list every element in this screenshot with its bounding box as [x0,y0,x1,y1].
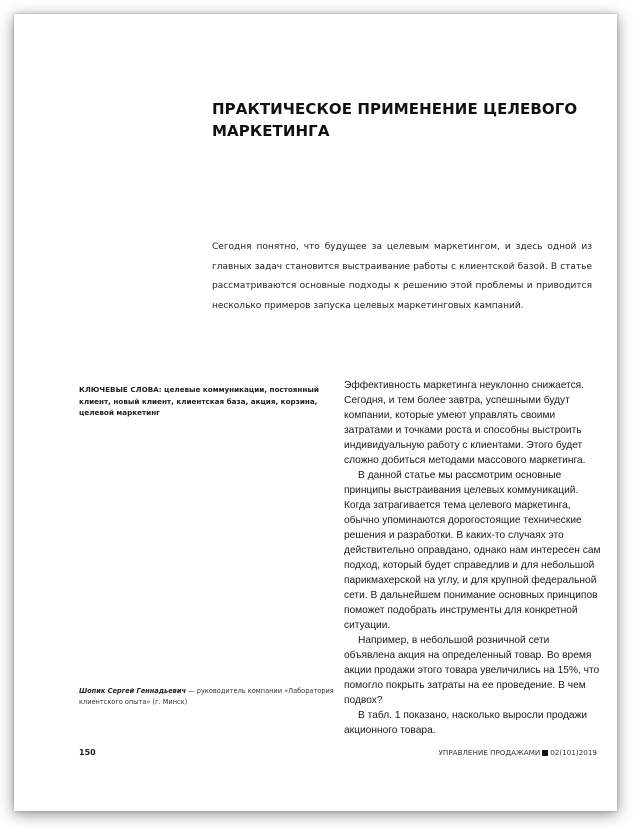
journal-page [14,14,617,811]
keywords-block [79,384,331,419]
body-paragraph: В данной статье мы рассмотрим основные принципы выстраивания целевых коммуникаций. Когда затрагивается тема целевого маркетинга, обычно упоминаются дорогостоящие технические решения и разработки. В каких-то случаях это действительно оправдано, однако нам интересен сам подход, который будет справедлив и для небольшой парикмахерской на углу, и для крупной федеральной сети. В дальнейшем понимание основных принципов поможет подобрать инструменты для конкретной ситуации. [344,470,601,631]
journal-name: УПРАВЛЕНИЕ ПРОДАЖАМИ [438,748,541,757]
running-footer [439,748,597,757]
body-paragraph: Эффективность маркетинга неуклонно снижается. Сегодня, и тем более завтра, успешными будут компании, которые умеют управлять своими затратами и точками роста и способны выстроить индивидуальную работу с клиентами. Этого будет сложно добиться методами массового маркетинга. [344,380,586,466]
author-info: — руководитель компании «Лаборатория клиентского опыта» (г. Минск) [79,687,334,706]
journal-issue: 02(101)2019 [550,748,597,757]
keywords-list: целевые коммуникации, постоянный клиент, новый клиент, клиентская база, акция, корзина, целевой маркетинг [79,385,319,417]
page-number: 150 [79,748,96,757]
body-paragraph: В табл. 1 показано, насколько выросли продажи акционного товара. [344,710,588,736]
body-paragraph: Например, в небольшой розничной сети объявлена акция на определенный товар. Во время акции продажи этого товара увеличились на 15%, что помогло покрыть затраты на ее проведение. В чем подвох? [344,635,600,706]
author-note [79,686,339,707]
article-lead: Сегодня понятно, что будущее за целевым маркетингом, и здесь одной из главных задач становится выстраивание работы с клиентской базой. В статье рассматриваются основные подходы к решению этой проблемы и приводится несколько примеров запуска целевых маркетинговых кампаний. [212,242,592,311]
author-name: Шопик Сергей Геннадьевич [79,687,187,695]
keywords-label: КЛЮЧЕВЫЕ СЛОВА: [79,385,162,394]
square-separator-icon [542,750,548,756]
article-body [344,378,602,738]
article-title: ПРАКТИЧЕСКОЕ ПРИМЕНЕНИЕ ЦЕЛЕВОГО МАРКЕТИНГА [212,100,578,140]
